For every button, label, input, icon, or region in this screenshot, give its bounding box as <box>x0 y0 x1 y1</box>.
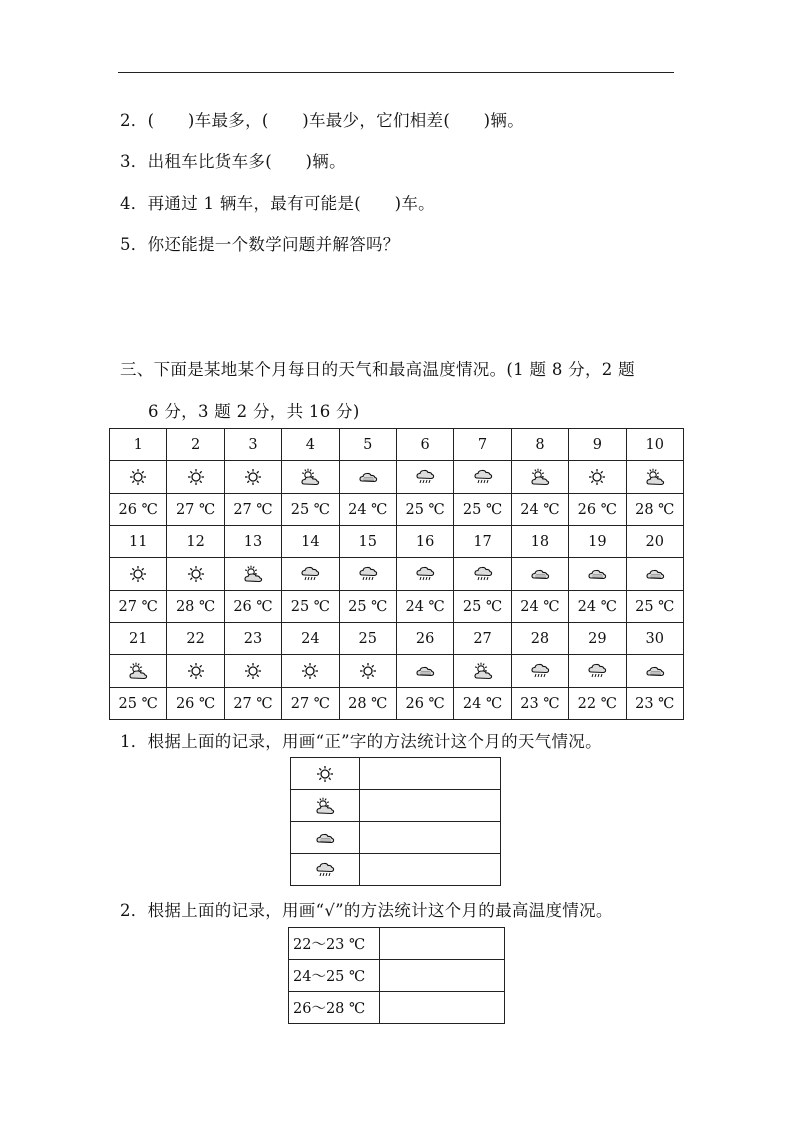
temperature-cell: 22 ℃ <box>569 688 626 720</box>
cloudy-icon <box>645 662 665 680</box>
tally-row <box>291 854 501 886</box>
temperature-cell: 27 ℃ <box>110 591 167 623</box>
day-number-cell: 16 <box>396 526 453 558</box>
temperature-cell: 28 ℃ <box>626 494 683 526</box>
day-number-cell: 30 <box>626 623 683 655</box>
temperature-cell: 25 ℃ <box>282 494 339 526</box>
temperature-tally-row <box>289 992 505 1024</box>
temperature-cell: 24 ℃ <box>569 591 626 623</box>
rainy-icon <box>415 565 435 583</box>
day-number-cell: 8 <box>511 429 568 461</box>
day-number-cell: 7 <box>454 429 511 461</box>
question-3: 3．出租车比货车多( )辆。 <box>120 152 346 171</box>
day-number-cell: 5 <box>339 429 396 461</box>
day-number-cell: 29 <box>569 623 626 655</box>
day-number-cell: 3 <box>224 429 281 461</box>
temperature-cell: 27 ℃ <box>282 688 339 720</box>
partly-cloudy-icon <box>128 662 148 680</box>
day-number-cell: 6 <box>396 429 453 461</box>
rainy-icon <box>473 565 493 583</box>
question-5: 5．你还能提一个数学问题并解答吗？ <box>120 235 400 254</box>
weather-icon-cell <box>569 558 626 591</box>
tally-answer-cell[interactable] <box>380 960 505 992</box>
temperature-cell: 27 ℃ <box>224 688 281 720</box>
sunny-icon <box>587 468 607 486</box>
rainy-icon <box>415 468 435 486</box>
weather-icon-cell <box>454 461 511 494</box>
tally-answer-cell[interactable] <box>380 928 505 960</box>
day-number-cell: 19 <box>569 526 626 558</box>
temperature-cell: 25 ℃ <box>282 591 339 623</box>
weather-icon-cell <box>626 655 683 688</box>
question-2: 2．( )车最多，( )车最少，它们相差( )辆。 <box>120 111 525 130</box>
partly-cloudy-icon <box>243 565 263 583</box>
day-number-cell: 22 <box>167 623 224 655</box>
sunny-icon <box>243 468 263 486</box>
weather-icon-cell <box>224 461 281 494</box>
sub-question-2: 2．根据上面的记录，用画“√”的方法统计这个月的最高温度情况。 <box>120 901 613 920</box>
weather-icon-cell <box>224 655 281 688</box>
sunny-icon <box>128 468 148 486</box>
tally-answer-cell[interactable] <box>360 758 501 790</box>
section-3-heading-cont: 6 分，3 题 2 分，共 16 分) <box>148 402 360 421</box>
temperature-cell: 25 ℃ <box>396 494 453 526</box>
day-number-cell: 12 <box>167 526 224 558</box>
weather-icon-cell <box>167 461 224 494</box>
day-number-cell: 20 <box>626 526 683 558</box>
tally-answer-cell[interactable] <box>380 992 505 1024</box>
cloudy-icon <box>315 829 335 847</box>
tally-icon-cell <box>291 790 360 822</box>
day-number-cell: 27 <box>454 623 511 655</box>
weather-icon-cell <box>282 558 339 591</box>
temperature-tally-row <box>289 960 505 992</box>
tally-icon-cell <box>291 854 360 886</box>
cloudy-icon <box>587 565 607 583</box>
day-number-cell: 10 <box>626 429 683 461</box>
rainy-icon <box>315 861 335 879</box>
day-number-cell: 23 <box>224 623 281 655</box>
day-number-cell: 13 <box>224 526 281 558</box>
temperature-cell: 25 ℃ <box>339 591 396 623</box>
tally-row <box>291 822 501 854</box>
weather-icon-cell <box>167 655 224 688</box>
partly-cloudy-icon <box>530 468 550 486</box>
rainy-icon <box>358 565 378 583</box>
rainy-icon <box>473 468 493 486</box>
tally-row <box>291 758 501 790</box>
day-number-cell: 28 <box>511 623 568 655</box>
weather-icon-cell <box>282 655 339 688</box>
partly-cloudy-icon <box>645 468 665 486</box>
rainy-icon <box>300 565 320 583</box>
temperature-cell: 24 ℃ <box>511 494 568 526</box>
weather-icon-cell <box>626 461 683 494</box>
sunny-icon <box>128 565 148 583</box>
weather-icon-row <box>110 655 684 688</box>
tally-answer-cell[interactable] <box>360 822 501 854</box>
day-number-cell: 1 <box>110 429 167 461</box>
section-3-heading: 三、下面是某地某个月每日的天气和最高温度情况。(1 题 8 分，2 题 <box>120 360 635 379</box>
temperature-cell: 27 ℃ <box>167 494 224 526</box>
sub-question-1: 1．根据上面的记录，用画“正”字的方法统计这个月的天气情况。 <box>120 732 602 751</box>
temperature-cell: 24 ℃ <box>396 591 453 623</box>
partly-cloudy-icon <box>300 468 320 486</box>
sunny-icon <box>315 765 335 783</box>
sunny-icon <box>243 662 263 680</box>
temperature-cell: 25 ℃ <box>454 494 511 526</box>
temperature-tally-row <box>289 928 505 960</box>
weather-icon-cell <box>167 558 224 591</box>
day-number-cell: 4 <box>282 429 339 461</box>
cloudy-icon <box>358 468 378 486</box>
weather-icon-cell <box>110 558 167 591</box>
partly-cloudy-icon <box>315 797 335 815</box>
tally-icon-cell <box>291 758 360 790</box>
temperature-cell: 23 ℃ <box>511 688 568 720</box>
weather-icon-row <box>110 461 684 494</box>
temperature-row <box>110 688 684 720</box>
tally-answer-cell[interactable] <box>360 790 501 822</box>
day-number-cell: 9 <box>569 429 626 461</box>
day-number-cell: 17 <box>454 526 511 558</box>
day-number-cell: 2 <box>167 429 224 461</box>
weather-tally-table <box>290 757 501 886</box>
weather-icon-cell <box>454 655 511 688</box>
temperature-cell: 24 ℃ <box>454 688 511 720</box>
weather-icon-cell <box>396 655 453 688</box>
temperature-cell: 26 ℃ <box>396 688 453 720</box>
temperature-cell: 25 ℃ <box>454 591 511 623</box>
temperature-tally-table <box>288 927 505 1024</box>
temperature-cell: 24 ℃ <box>339 494 396 526</box>
day-number-cell: 25 <box>339 623 396 655</box>
cloudy-icon <box>415 662 435 680</box>
weather-icon-cell <box>339 655 396 688</box>
sunny-icon <box>186 565 206 583</box>
day-number-row <box>110 429 684 461</box>
day-number-cell: 26 <box>396 623 453 655</box>
weather-icon-cell <box>110 461 167 494</box>
day-number-cell: 11 <box>110 526 167 558</box>
weather-icon-cell <box>511 558 568 591</box>
temperature-cell: 26 ℃ <box>167 688 224 720</box>
temperature-cell: 28 ℃ <box>167 591 224 623</box>
day-number-cell: 18 <box>511 526 568 558</box>
temperature-row <box>110 494 684 526</box>
day-number-cell: 15 <box>339 526 396 558</box>
temperature-cell: 25 ℃ <box>110 688 167 720</box>
top-rule <box>118 72 674 73</box>
temperature-cell: 25 ℃ <box>626 591 683 623</box>
tally-icon-cell <box>291 822 360 854</box>
weather-icon-cell <box>396 558 453 591</box>
cloudy-icon <box>530 565 550 583</box>
weather-icon-cell <box>224 558 281 591</box>
weather-icon-cell <box>511 655 568 688</box>
temperature-cell: 23 ℃ <box>626 688 683 720</box>
question-4: 4．再通过 1 辆车，最有可能是( )车。 <box>120 194 435 213</box>
weather-icon-cell <box>110 655 167 688</box>
rainy-icon <box>530 662 550 680</box>
weather-icon-cell <box>282 461 339 494</box>
tally-row <box>291 790 501 822</box>
temperature-cell: 26 ℃ <box>569 494 626 526</box>
weather-icon-cell <box>454 558 511 591</box>
sunny-icon <box>186 468 206 486</box>
weather-table <box>109 428 684 720</box>
weather-icon-cell <box>569 655 626 688</box>
sunny-icon <box>300 662 320 680</box>
cloudy-icon <box>645 565 665 583</box>
sunny-icon <box>358 662 378 680</box>
temperature-cell: 27 ℃ <box>224 494 281 526</box>
weather-icon-cell <box>569 461 626 494</box>
rainy-icon <box>587 662 607 680</box>
tally-answer-cell[interactable] <box>360 854 501 886</box>
temperature-cell: 24 ℃ <box>511 591 568 623</box>
day-number-cell: 24 <box>282 623 339 655</box>
weather-icon-row <box>110 558 684 591</box>
weather-icon-cell <box>339 558 396 591</box>
weather-icon-cell <box>511 461 568 494</box>
day-number-row <box>110 526 684 558</box>
temperature-cell: 26 ℃ <box>224 591 281 623</box>
weather-icon-cell <box>339 461 396 494</box>
day-number-row <box>110 623 684 655</box>
temperature-cell: 28 ℃ <box>339 688 396 720</box>
temperature-cell: 26 ℃ <box>110 494 167 526</box>
day-number-cell: 21 <box>110 623 167 655</box>
weather-icon-cell <box>626 558 683 591</box>
temperature-range-cell: 26～28 ℃ <box>289 992 380 1024</box>
day-number-cell: 14 <box>282 526 339 558</box>
sunny-icon <box>186 662 206 680</box>
temperature-range-cell: 22～23 ℃ <box>289 928 380 960</box>
partly-cloudy-icon <box>473 662 493 680</box>
weather-icon-cell <box>396 461 453 494</box>
temperature-row <box>110 591 684 623</box>
temperature-range-cell: 24～25 ℃ <box>289 960 380 992</box>
